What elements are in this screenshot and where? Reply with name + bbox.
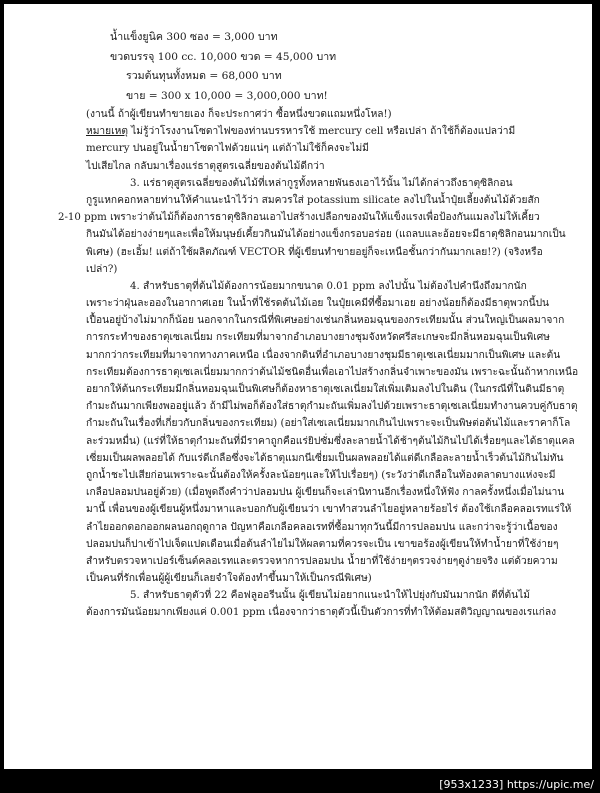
calc-sales: ขาย = 300 x 10,000 = 3,000,000 บาท! [126, 89, 328, 102]
paragraph-5-line: ต้องการมันน้อยมากเพียงแค่ 0.001 ppm เนื่องจากว่าธาตุตัวนี้เป็นตัวการที่ทำให้ต้อมสติวิญญาณของเรแก่ลง [86, 607, 557, 619]
aside-remark: (งานนี้ ถ้าผู้เขียนทำขายเอง ก็จะประกาศว่า ซื้อหนึ่งขวดแถมหนึ่งโหล!) [86, 109, 392, 120]
calc-total-cost: รวมต้นทุนทั้งหมด = 68,000 บาท [126, 70, 282, 82]
paragraph-4-line: กระเทียมต้องการธาตุเซเลเนี่ยมมากกว่าต้นไม้ชนิดอื่นเพื่อเอาไปสร้างกลิ่นจำเพาะของมัน เพราะฉะนั้นถ้าหากเหนือ [86, 366, 579, 378]
paragraph-3-line: พิเศษ) (ฮะเอิ้ม! แต่ถ้าใช้ผลิตภัณฑ์ VECTOR ที่ผู้เขียนทำขายอยู่ก็จะเหนือชั้นกว่ากันมากเลย!?) (จริงหรือ [86, 246, 543, 258]
paragraph-4-line: เป็นคนที่รักเพื่อนผู้ผู้เขียนก็เลยจำใจต้องทำขึ้นมาให้เป็นกรณีพิเศษ) [86, 573, 372, 585]
paragraph-3-line: 3. แร่ธาตุสูตรเฉลี่ยของต้นไม้ที่เหล่ากูรูทั้งหลายพันธงเอาไว้นั้น ไม่ได้กล่าวถึงธาตุซิลิกอน [130, 177, 513, 189]
paragraph-4-line: 4. สำหรับธาตุที่ต้นไม้ต้องการน้อยมากขนาด 0.01 ppm ลงไปนั้น ไม่ต้องไปคำนึงถึงมากนัก [130, 280, 527, 292]
paragraph-3-line: กูรูแหกคอกหลายท่านให้คำแนะนำไว้ว่า สมควรใส่ potassium silicate ลงไปในน้ำปุ๋ยเลี้ยงต้นไม้ด้วยสัก [86, 194, 540, 206]
paragraph-4-line: กำมะถันมากเพียงพออยู่แล้ว ถ้ามีไม่พอก็ต้องใส่ธาตุกำมะถันเพิ่มลงไปด้วยเพราะธาตุเซเลเนี่ยมทำงานควบคู่กับธาตุ [86, 401, 578, 413]
paragraph-4-line: เพราะว่าฝุ่นละอองในอากาศเอย ในน้ำที่ใช้รดต้นไม้เอย ในปุ๋ยเคมีที่ซื้อมาเอย อย่างน้อยก็ต้องมีธาตุพวกนี้ปน [86, 298, 550, 310]
paragraph-4-line: ถูกน้ำชะไปเสียก่อนเพราะฉะนั้นต้องให้ครั้งละน้อยๆและให้ไปเรื่อยๆ) (ระวังว่าดีเกลือในท้องตลาดบางแห่งจะมี [86, 469, 556, 481]
note-line-3: ไปเสียไกล กลับมาเรื่องแร่ธาตุสูตรเฉลี่ยของต้นไม้ดีกว่า [86, 160, 325, 172]
paragraph-4-line: ปลอมปนก็ปาเข้าไปเจ็ดแปดเดือนเมื่อต้นลำไยไม่ให้ผลตามที่ควรจะเป็น เขาขอร้องผู้เขียนให้ทำน้ำยาที่ใช้ง่ายๆ [86, 538, 559, 550]
paragraph-4-line: เปื้อนอยู่บ้างไม่มากก็น้อย นอกจากในกรณีที่พิเศษอย่างเช่นกลิ่นหอมฉุนของกระเทียมนั้น ส่วนใหญ่เป็นผลมาจาก [86, 315, 565, 327]
paragraph-4-line: การกระทำของธาตุเซเลเนี่ยม กระเทียมที่มาจากอำเภอบางยางชุมจังหวัดศรีสะเกษจะมีกลิ่นหอมฉุนเป็นพิเศษ [86, 332, 550, 344]
paragraph-4-line: เกลือปลอมปนอยู่ด้วย) (เมื่อพูดถึงคำว่าปลอมปน ผู้เขียนก็จะเล่านิทานอีกเรื่องหนึ่งให้ฟัง กาลครั้งหนึ่งเมื่อไม่นาน [86, 487, 565, 499]
note-line-1 [86, 123, 526, 140]
note-text: ไม่รู้ว่าโรงงานโซดาไฟของท่านบรรหารใช้ mercury cell หรือเปล่า ถ้าใช้ก็ต้องแปลว่ามี [127, 126, 516, 138]
paragraph-4-line: ลำไยออกดอกออกผลนอกฤดูกาล ปัญหาคือเกลือคลอเรทที่ซื้อมาทุกวันนี้มีการปลอมปน และกว่าจะรู้ว่าเนื้อของ [86, 521, 558, 533]
paragraph-4-line: กำมะถันในเรื่องที่เกี่ยวกับกลิ่นของกระเทียม) (อย่าใส่เซเลเนี่ยมมากเกินไปเพราะจะเป็นพิษต่อต้นไม้และราคาก็โล [86, 418, 571, 430]
document-page [4, 4, 592, 769]
calc-bottle-cost: ขวดบรรจุ 100 cc. 10,000 ขวด = 45,000 บาท [110, 50, 337, 63]
paragraph-3-line: 2-10 ppm เพราะว่าต้นไม้ก็ต้องการธาตุซิลิกอนเอาไปสร้างเปลือกของมันให้แข็งแรงเพื่อป้องกันแมลงไม่ให้เคี้ยว [58, 212, 540, 224]
paragraph-4-line: สำหรับตรวจหาเปอร์เซ็นต์คลอเรทและตรวจหาการปลอมปน น้ำยาที่ใช้ง่ายๆตรวจง่ายๆดูง่ายจริง แต่ด้วยความ [86, 555, 558, 567]
paragraph-5-line: 5. สำหรับธาตุตัวที่ 22 คือฟลูออรีนนั้น ผู้เขียนไม่อยากแนะนำให้ไปยุ่งกับมันมากนัก ตีที่ต้นไม้ [130, 590, 530, 602]
paragraph-4-line: ละร่วมหมื่น) (แร่ที่ให้ธาตุกำมะถันที่มีราคาถูกคือแร่ยิปซั่มซึ่งละลายน้ำได้ช้าๆต้นไม้กินไปได้เรื่อยๆและได้ธาตุแคล [86, 435, 575, 447]
paragraph-3-line: เปล่า?) [86, 263, 118, 275]
note-line-2: mercury ปนอยู่ในน้ำยาโซดาไฟด้วยแน่ๆ แต่ถ้าไม่ใช้ก็คงจะไม่มี [86, 143, 369, 155]
document-body [58, 28, 579, 622]
calc-ice-cost: น้ำแข็งยูนิค 300 ซอง = 3,000 บาท [110, 31, 278, 43]
paragraph-4-line: มากกว่ากระเทียมที่มาจากทางภาคเหนือ เนื่องจากดินที่อำเภอบางยางชุมมีธาตุเซเลเนี่ยมมากเป็นพิเศษ และต้น [86, 349, 561, 361]
paragraph-4-line: อยากให้ต้นกระเทียมมีกลิ่นหอมฉุนเป็นพิเศษก็ต้องหาธาตุเซเลเนี่ยมใส่เพิ่มเติมลงไปในดิน (ในกรณีที่ในดินมีธาตุ [86, 384, 565, 395]
paragraph-4-line: มานี้ เพื่อนของผู้เขียนผู้หนึ่งมาหาและบอกกับผู้เขียนว่า เขาทำสวนลำไยอยู่หลายร้อยไร่ ต้องใช้เกลือคลอเรทแร่ให้ [86, 504, 572, 516]
note-label: หมายเหตุ [86, 126, 128, 138]
image-host-watermark: [953x1233] https://upic.me/ [439, 778, 594, 791]
paragraph-4-line: เซี่ยมเป็นผลพลอยได้ กับแร่ดีเกลือซึ่งจะได้ธาตุแมกนีเซี่ยมเป็นผลพลอยได้แต่ดีเกลือละลายน้ำเร็วต้นไม้กินไม่ทัน [86, 452, 564, 464]
paragraph-3-line: กินมันได้อย่างง่ายๆและเพื่อให้มนุษย์เคี้ยวกินมันได้อย่างแข็งกรอบอร่อย (แถลบและอ้อยจะมีธาตุซิลิกอนมากเป็น [86, 229, 566, 241]
